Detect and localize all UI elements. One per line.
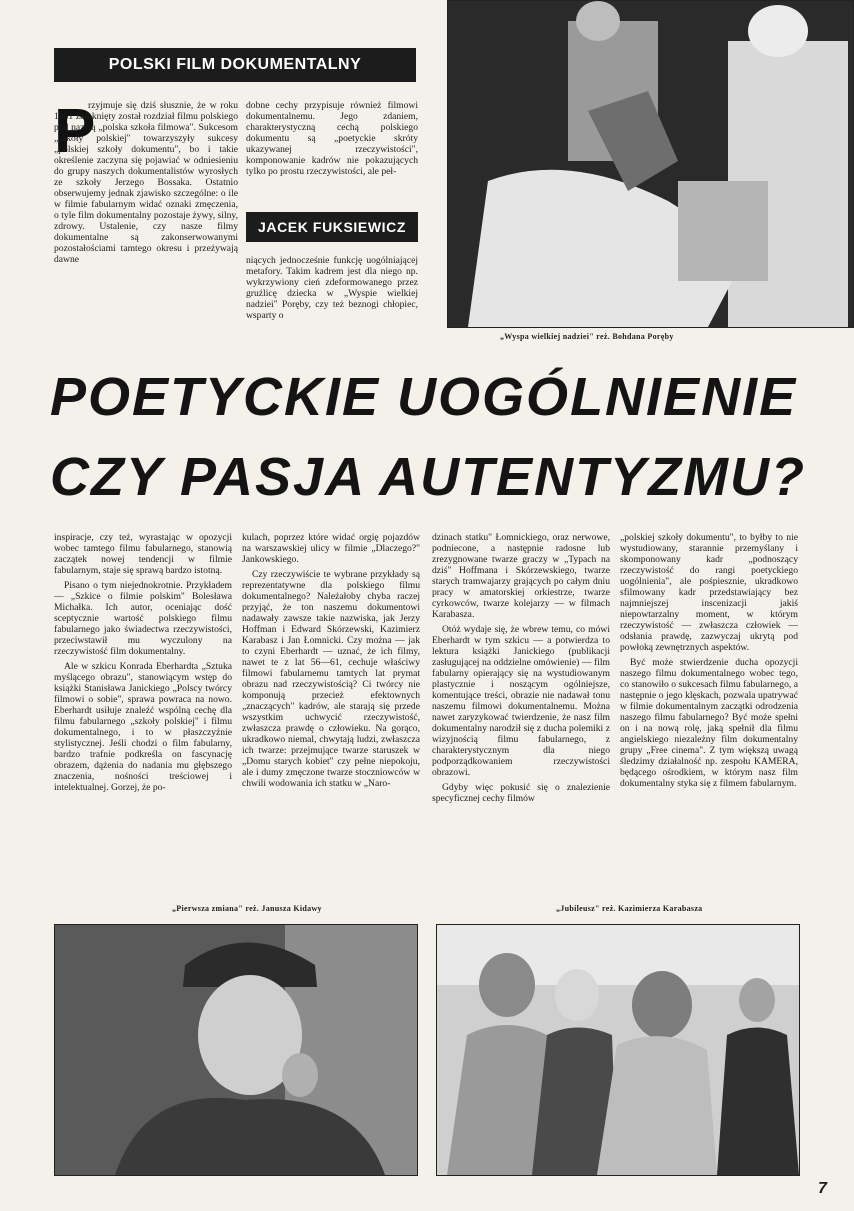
paragraph: inspiracje, czy też, wyrastając w opozycji wobec tamtego filmu fabularnego, stanowią zaczątek nowej tendencji w filmie fabularnym, staje się sprawą bardzo istotną. xyxy=(54,532,232,576)
paragraph: Ale w szkicu Konrada Eberhardta „Sztuka myślącego obrazu", stanowiącym wstęp do książki Stanisława Janickiego „Polscy twórcy filmowi o sobie", sprawa powraca na nowo. Eberhardt usiłuje znaleźć wspólną cechę dla filmu fabularnego „szkoły polskiej" i filmu dokumentalnego, i to w płaszczyźnie stylistycznej. Jeśli chodzi o film fabularny, bardzo trafnie podkreśla on fascynację obrazem, dążenia do nadania mu głębszego znaczenia, nośności treściowej i intelektualnej. Gorzej, że po- xyxy=(54,661,232,793)
intro-column-2a: dobne cechy przypisuje również filmowi dokumentalnemu. Jego zdaniem, charakterystyczną cechą polskiego dokumentu są „poetyckie skróty ukazywanej rzeczywistości", komponowanie kadrów nie pokazujących tylko po prostu rzeczywistości, ale peł- xyxy=(246,100,418,177)
body-column-3 xyxy=(432,532,610,882)
photo-jubileusz xyxy=(436,924,800,1176)
paragraph: kulach, poprzez które widać orgię pojazdów na warszawskiej ulicy w filmie „Dlaczego?" Jankowskiego. xyxy=(242,532,420,565)
caption-top-right: „Wyspa wielkiej nadziei" reż. Bohdana Poręby xyxy=(500,332,674,341)
headline-line-1: POETYCKIE UOGÓLNIENIE xyxy=(50,367,798,427)
caption-bottom-left: „Pierwsza zmiana" reż. Janusza Kidawy xyxy=(172,904,322,913)
body-column-2 xyxy=(242,532,420,882)
paragraph: Czy rzeczywiście te wybrane przykłady są reprezentatywne dla polskiego filmu dokumentalnego? Należałoby chyba raczej przyjąć, że ton naszemu dokumentowi nadawały zawsze takie nazwiska, jak Jerzy Hoffman i Edward Skórzewski, Kazimierz Karabasz i Jan Łomnicki. Czy można — jak to czyni Eberhardt — uznać, że ich filmy, nawet te z lat 56—61, cechuje właściwy filmowi fabularnemu tamtych lat prymat obrazu nad rzeczywistością? Ci twórcy nie komponują przecież efektownych „znaczących" kadrów, ale starają się przede wszystkim uchwycić rzeczywistość, zwłaszcza prawdę o człowieku. Na gorąco, ukradkowo niemal, chwytają ludzi, zwłaszcza ich twarze: przejmujące twarze staruszek w „Domu starych kobiet" czy pełne niepokoju, ale i dumy zmęczone twarze stoczniowców w chwili wodowania ich statku w „Naro- xyxy=(242,569,420,789)
paragraph: Być może stwierdzenie ducha opozycji naszego filmu dokumentalnego wobec tego, co stanowiło o sukcesach filmu fabularnego, a następnie o jego klęskach, pozwala upatrywać w filmie dokumentalnym zaczątki odrodzenia naszego filmu fabularnego? Być może spełni on i na nową rolę, jaką spełnił dla filmu angielskiego niezależny film dokumentalny grupy „Free cinema". Z tym większą uwagą śledzimy działalność np. zespołu KAMERA, będącego ośrodkiem, w którym nasz film dokumentalny styka się z filmem fabularnym. xyxy=(620,657,798,789)
section-banner: POLSKI FILM DOKUMENTALNY xyxy=(54,48,416,82)
caption-bottom-right: „Jubileusz" reż. Kazimierza Karabasza xyxy=(556,904,703,913)
body-column-4 xyxy=(620,532,798,882)
headline-line-2: CZY PASJA AUTENTYZMU? xyxy=(50,447,807,507)
intro-column-1: rzyjmuje się dziś słusznie, że w roku 1961 zamknięty został rozdział filmu polskiego pod nazwą „polska szkoła filmowa". Sukcesom „szkoły polskiej" towarzyszyły sukcesy „polskiej szkoły dokumentu", bo i takie określenie zaczyna się pojawiać w odniesieniu do grupy naszych dokumentalistów wyrosłych ze szkoły Jerzego Bossaka. Ostatnio obserwujemy jednak zjawisko szczególne: o ile w filmie fabularnym widać oznaki zmęczenia, o tyle film dokumentalny pozostaje żywy, silny, zdrowy. Ustalenie, czy nasze filmy dokumentalne są zakonserwowanymi pozostałościami tamtego okresu i przeżywają dawne xyxy=(54,100,238,265)
body-column-1 xyxy=(54,532,232,882)
photo-wyspa-wielkiej-nadziei xyxy=(447,0,854,328)
author-byline: JACEK FUKSIEWICZ xyxy=(246,212,418,242)
paragraph: Otóż wydaje się, że wbrew temu, co mówi Eberhardt w tym szkicu — a potwierdza to lektura książki Janickiego (publikacji zasługującej na oddzielne omówienie) — film fabularny opierający się na wystudiowanym plastycznie i noszącym ogólniejsze, komentujące treści, obrazie nie nadawał tonu naszemu filmowi dokumentalnemu. Można nawet zaryzykować twierdzenie, że nasz film dokumentalny narodził się z ducha polemiki z wizyjnością filmu fabularnego, z charakterystycznym dla niego podporządkowaniem rzeczywistości obrazowi. xyxy=(432,624,610,778)
paragraph: „polskiej szkoły dokumentu", to byłby to nie wystudiowany, starannie przemyślany i skomponowany kadr „podnoszący rzeczywistość do rangi poetyckiego uogólnienia", ale pośpiesznie, ukradkowo sfilmowany kadr przedstawiający bez najmniejszej inscenizacji jakiś niepowtarzalny moment, w którym rzeczywistość — zwłaszcza człowiek — odsłania prawdę, zazwyczaj ukrytą pod powłoką zewnętrznych aspektów. xyxy=(620,532,798,653)
paragraph: dzinach statku" Łomnickiego, oraz nerwowe, podniecone, a następnie radosne lub zrezygnowane twarze graczy w „Typach na dziś" Hoffmana i Skórzewskiego, twarze starych tramwajarzy grających po całym dniu pracy w amatorskiej orkiestrze, twarze cyrkowców, twarze kolejarzy — w filmach Karabasza. xyxy=(432,532,610,620)
intro-column-2b: niących jednocześnie funkcję uogólniającej metafory. Takim kadrem jest dla niego np. wykrzywiony cień zdeformowanego przez gruźlicę dziecka w „Wyspie wielkiej nadziei" Poręby, czy też beznogi chłopiec, wsparty o xyxy=(246,255,418,321)
paragraph: Gdyby więc pokusić się o znalezienie specyficznej cechy filmów xyxy=(432,782,610,804)
photo-pierwsza-zmiana xyxy=(54,924,418,1176)
page-number: 7 xyxy=(818,1180,827,1197)
drop-cap: P xyxy=(54,97,96,166)
paragraph: Pisano o tym niejednokrotnie. Przykładem — „Szkice o filmie polskim" Bolesława Michałka. Ich autor, oceniając dość sceptycznie wartość polskiego filmu fabularnego jako świadectwa rzeczywistości, przeciwstawił mu wyczulony na rzeczywistość film dokumentalny. xyxy=(54,580,232,657)
